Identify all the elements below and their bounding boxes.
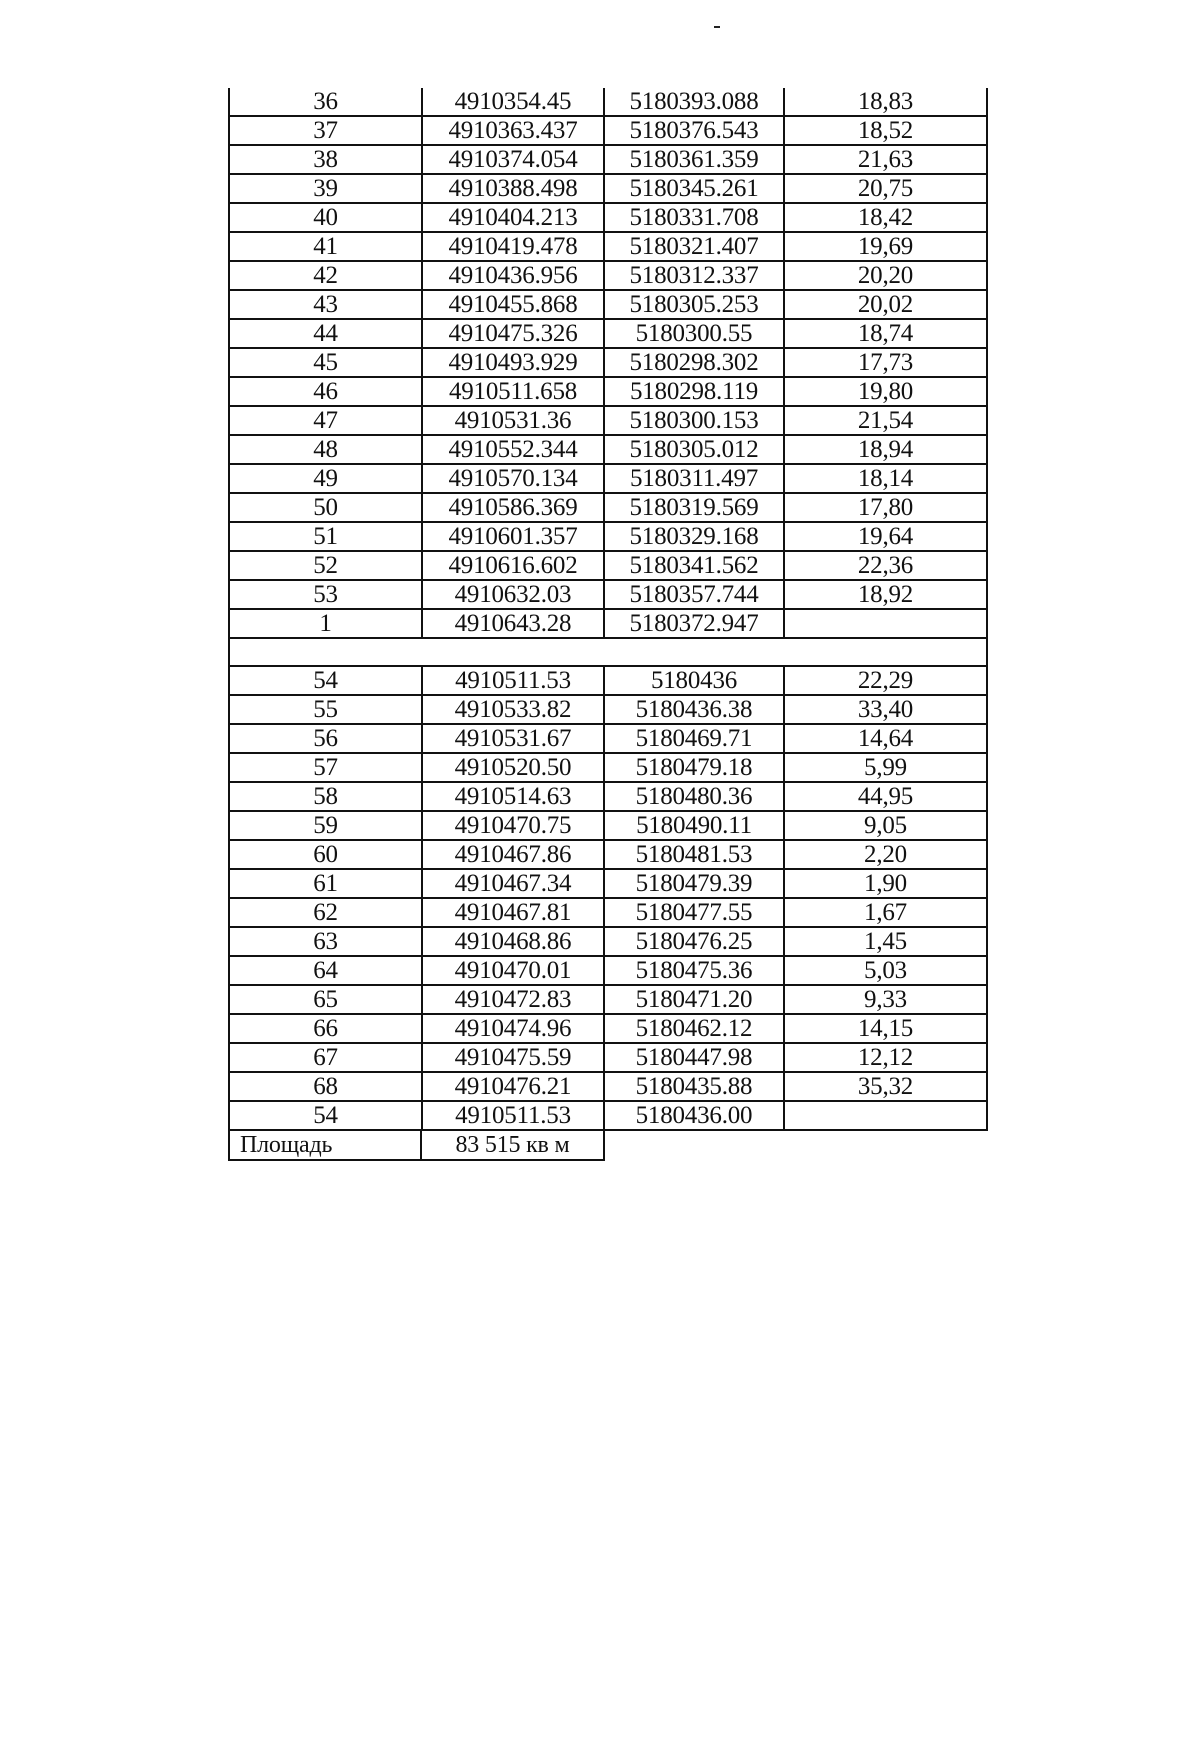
point-number-cell: 58	[230, 783, 423, 810]
point-number-cell: 46	[230, 378, 423, 405]
table-row	[228, 1044, 988, 1073]
distance-cell: 18,94	[857, 436, 914, 463]
distance-cell: 20,20	[857, 262, 914, 289]
y-coordinate-cell: 5180361.359	[605, 146, 785, 173]
x-coordinate-cell: 4910404.213	[423, 204, 605, 231]
x-coordinate-cell: 4910419.478	[423, 233, 605, 260]
distance-cell: 18,83	[857, 88, 914, 115]
distance-cell: 17,80	[857, 494, 914, 521]
point-number-cell: 37	[230, 117, 423, 144]
coordinates-table	[228, 88, 988, 1161]
x-coordinate-cell: 4910531.67	[423, 725, 605, 752]
distance-cell: 22,29	[857, 667, 914, 694]
point-number-cell: 51	[230, 523, 423, 550]
point-number-cell: 45	[230, 349, 423, 376]
table-row	[228, 262, 988, 291]
y-coordinate-cell: 5180436.38	[605, 696, 785, 723]
table-row	[228, 899, 988, 928]
y-coordinate-cell: 5180305.012	[605, 436, 785, 463]
table-row	[228, 378, 988, 407]
table-row	[228, 667, 988, 696]
distance-cell: 12,12	[857, 1044, 914, 1071]
y-coordinate-cell: 5180476.25	[605, 928, 785, 955]
x-coordinate-cell: 4910514.63	[423, 783, 605, 810]
point-number-cell: 50	[230, 494, 423, 521]
table-row	[228, 494, 988, 523]
table-row	[228, 812, 988, 841]
x-coordinate-cell: 4910475.59	[423, 1044, 605, 1071]
y-coordinate-cell: 5180298.119	[605, 378, 785, 405]
y-coordinate-cell: 5180319.569	[605, 494, 785, 521]
x-coordinate-cell: 4910468.86	[423, 928, 605, 955]
y-coordinate-cell: 5180331.708	[605, 204, 785, 231]
point-number-cell: 47	[230, 407, 423, 434]
distance-cell: 17,73	[857, 349, 914, 376]
table-row	[228, 320, 988, 349]
x-coordinate-cell: 4910474.96	[423, 1015, 605, 1042]
point-number-cell: 36	[230, 88, 423, 115]
x-coordinate-cell: 4910520.50	[423, 754, 605, 781]
distance-cell: 1,67	[864, 899, 907, 926]
table-row	[228, 465, 988, 494]
y-coordinate-cell: 5180357.744	[605, 581, 785, 608]
distance-cell: 5,03	[864, 957, 907, 984]
point-number-cell: 67	[230, 1044, 423, 1071]
x-coordinate-cell: 4910467.34	[423, 870, 605, 897]
y-coordinate-cell: 5180436	[605, 667, 785, 694]
y-coordinate-cell: 5180436.00	[605, 1102, 785, 1129]
point-number-cell: 41	[230, 233, 423, 260]
point-number-cell: 68	[230, 1073, 423, 1100]
table-row	[228, 1102, 988, 1131]
x-coordinate-cell: 4910601.357	[423, 523, 605, 550]
distance-cell: 18,42	[857, 204, 914, 231]
y-coordinate-cell: 5180312.337	[605, 262, 785, 289]
y-coordinate-cell: 5180462.12	[605, 1015, 785, 1042]
distance-cell: 18,92	[857, 581, 914, 608]
y-coordinate-cell: 5180481.53	[605, 841, 785, 868]
table-row	[228, 204, 988, 233]
scan-mark	[714, 26, 720, 28]
point-number-cell: 54	[230, 667, 423, 694]
point-number-cell: 54	[230, 1102, 423, 1129]
table-row	[228, 870, 988, 899]
point-number-cell: 38	[230, 146, 423, 173]
table-row	[228, 610, 988, 639]
distance-cell: 35,32	[857, 1073, 914, 1100]
x-coordinate-cell: 4910467.86	[423, 841, 605, 868]
y-coordinate-cell: 5180393.088	[605, 88, 785, 115]
table-row	[228, 725, 988, 754]
y-coordinate-cell: 5180376.543	[605, 117, 785, 144]
table-row	[228, 581, 988, 610]
distance-cell: 2,20	[864, 841, 907, 868]
distance-cell: 1,90	[864, 870, 907, 897]
x-coordinate-cell: 4910616.602	[423, 552, 605, 579]
x-coordinate-cell: 4910472.83	[423, 986, 605, 1013]
area-value: 83 515 кв м	[455, 1132, 570, 1158]
point-number-cell: 1	[230, 610, 423, 637]
empty-separator-row	[228, 639, 988, 667]
table-row	[228, 754, 988, 783]
point-number-cell: 65	[230, 986, 423, 1013]
point-number-cell: 39	[230, 175, 423, 202]
distance-cell: 19,69	[857, 233, 914, 260]
table-row	[228, 1073, 988, 1102]
x-coordinate-cell: 4910455.868	[423, 291, 605, 318]
distance-cell	[785, 1102, 986, 1129]
point-number-cell: 56	[230, 725, 423, 752]
distance-cell: 1,45	[864, 928, 907, 955]
point-number-cell: 43	[230, 291, 423, 318]
distance-cell: 19,64	[857, 523, 914, 550]
x-coordinate-cell: 4910493.929	[423, 349, 605, 376]
distance-cell: 14,64	[857, 725, 914, 752]
table-section-second-contour	[228, 667, 988, 1131]
y-coordinate-cell: 5180435.88	[605, 1073, 785, 1100]
point-number-cell: 53	[230, 581, 423, 608]
table-row	[228, 783, 988, 812]
x-coordinate-cell: 4910475.326	[423, 320, 605, 347]
distance-cell: 9,33	[864, 986, 907, 1013]
table-row	[228, 291, 988, 320]
y-coordinate-cell: 5180475.36	[605, 957, 785, 984]
x-coordinate-cell: 4910632.03	[423, 581, 605, 608]
table-row	[228, 986, 988, 1015]
distance-cell: 18,52	[857, 117, 914, 144]
y-coordinate-cell: 5180300.55	[605, 320, 785, 347]
distance-cell: 21,54	[857, 407, 914, 434]
y-coordinate-cell: 5180479.39	[605, 870, 785, 897]
y-coordinate-cell: 5180477.55	[605, 899, 785, 926]
table-row	[228, 233, 988, 262]
x-coordinate-cell: 4910476.21	[423, 1073, 605, 1100]
x-coordinate-cell: 4910388.498	[423, 175, 605, 202]
y-coordinate-cell: 5180490.11	[605, 812, 785, 839]
y-coordinate-cell: 5180321.407	[605, 233, 785, 260]
point-number-cell: 57	[230, 754, 423, 781]
distance-cell: 33,40	[857, 696, 914, 723]
y-coordinate-cell: 5180298.302	[605, 349, 785, 376]
table-row	[228, 88, 988, 117]
x-coordinate-cell: 4910511.658	[423, 378, 605, 405]
table-row	[228, 1015, 988, 1044]
table-row	[228, 957, 988, 986]
distance-cell: 20,02	[857, 291, 914, 318]
table-row	[228, 117, 988, 146]
table-row	[228, 928, 988, 957]
x-coordinate-cell: 4910533.82	[423, 696, 605, 723]
y-coordinate-cell: 5180471.20	[605, 986, 785, 1013]
distance-cell: 5,99	[864, 754, 907, 781]
table-row	[228, 841, 988, 870]
x-coordinate-cell: 4910511.53	[423, 1102, 605, 1129]
x-coordinate-cell: 4910470.01	[423, 957, 605, 984]
distance-cell: 19,80	[857, 378, 914, 405]
point-number-cell: 42	[230, 262, 423, 289]
point-number-cell: 64	[230, 957, 423, 984]
distance-cell: 20,75	[857, 175, 914, 202]
point-number-cell: 66	[230, 1015, 423, 1042]
point-number-cell: 61	[230, 870, 423, 897]
y-coordinate-cell: 5180345.261	[605, 175, 785, 202]
point-number-cell: 52	[230, 552, 423, 579]
area-label: Площадь	[230, 1131, 422, 1159]
x-coordinate-cell: 4910511.53	[423, 667, 605, 694]
y-coordinate-cell: 5180311.497	[605, 465, 785, 492]
table-row	[228, 407, 988, 436]
x-coordinate-cell: 4910354.45	[423, 88, 605, 115]
point-number-cell: 63	[230, 928, 423, 955]
distance-cell: 14,15	[857, 1015, 914, 1042]
distance-cell: 44,95	[857, 783, 914, 810]
table-row	[228, 146, 988, 175]
table-row	[228, 696, 988, 725]
x-coordinate-cell: 4910374.054	[423, 146, 605, 173]
distance-cell: 22,36	[857, 552, 914, 579]
table-row	[228, 175, 988, 204]
x-coordinate-cell: 4910436.956	[423, 262, 605, 289]
table-row	[228, 523, 988, 552]
point-number-cell: 44	[230, 320, 423, 347]
point-number-cell: 40	[230, 204, 423, 231]
y-coordinate-cell: 5180341.562	[605, 552, 785, 579]
table-row	[228, 349, 988, 378]
y-coordinate-cell: 5180469.71	[605, 725, 785, 752]
x-coordinate-cell: 4910467.81	[423, 899, 605, 926]
y-coordinate-cell: 5180329.168	[605, 523, 785, 550]
y-coordinate-cell: 5180447.98	[605, 1044, 785, 1071]
point-number-cell: 48	[230, 436, 423, 463]
distance-cell: 9,05	[864, 812, 907, 839]
point-number-cell: 60	[230, 841, 423, 868]
distance-cell: 21,63	[857, 146, 914, 173]
distance-cell	[785, 610, 986, 637]
point-number-cell: 55	[230, 696, 423, 723]
distance-cell: 18,74	[857, 320, 914, 347]
x-coordinate-cell: 4910531.36	[423, 407, 605, 434]
distance-cell: 18,14	[857, 465, 914, 492]
x-coordinate-cell: 4910363.437	[423, 117, 605, 144]
y-coordinate-cell: 5180480.36	[605, 783, 785, 810]
y-coordinate-cell: 5180479.18	[605, 754, 785, 781]
table-section-first-contour	[228, 88, 988, 639]
table-row	[228, 436, 988, 465]
x-coordinate-cell: 4910552.344	[423, 436, 605, 463]
point-number-cell: 59	[230, 812, 423, 839]
point-number-cell: 62	[230, 899, 423, 926]
y-coordinate-cell: 5180372.947	[605, 610, 785, 637]
x-coordinate-cell: 4910643.28	[423, 610, 605, 637]
point-number-cell: 49	[230, 465, 423, 492]
area-row	[228, 1131, 605, 1161]
y-coordinate-cell: 5180305.253	[605, 291, 785, 318]
x-coordinate-cell: 4910470.75	[423, 812, 605, 839]
table-row	[228, 552, 988, 581]
x-coordinate-cell: 4910570.134	[423, 465, 605, 492]
x-coordinate-cell: 4910586.369	[423, 494, 605, 521]
y-coordinate-cell: 5180300.153	[605, 407, 785, 434]
